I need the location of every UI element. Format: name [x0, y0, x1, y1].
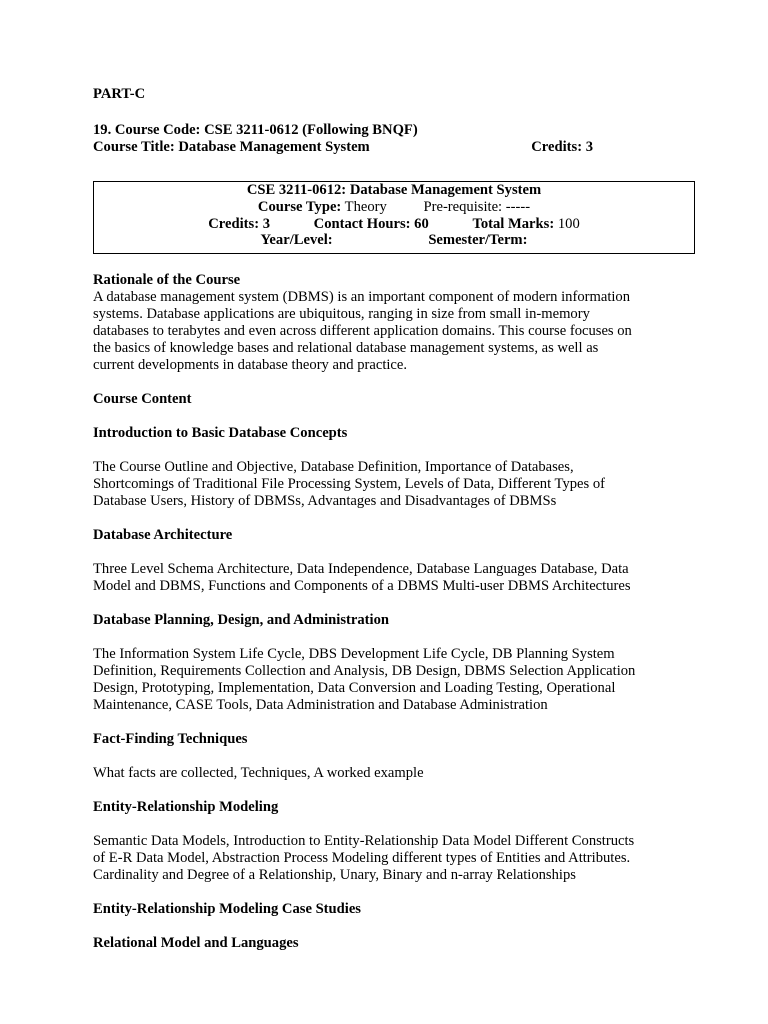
rationale-line: the basics of knowledge bases and relational database management systems, as well as: [93, 340, 599, 357]
section-architecture: [93, 527, 703, 595]
section-heading: Introduction to Basic Database Concepts: [93, 425, 348, 442]
section-heading: Entity-Relationship Modeling: [93, 799, 279, 816]
section-line: The Course Outline and Objective, Database Definition, Importance of Databases,: [93, 459, 574, 476]
course-type-label: Course Type:: [257, 198, 342, 215]
section-heading-er-case-studies: Entity-Relationship Modeling Case Studies: [93, 901, 361, 918]
section-line: of E-R Data Model, Abstraction Process Modeling different types of Entities and Attributes.: [93, 850, 631, 867]
course-info-box: [93, 181, 695, 254]
section-line: Design, Prototyping, Implementation, Data Conversion and Loading Testing, Operational: [93, 680, 616, 697]
contact-hours-label: Contact Hours: 60: [313, 215, 429, 232]
section-planning: [93, 612, 703, 714]
section-er-modeling: [93, 799, 703, 884]
total-marks-value: 100: [557, 215, 580, 232]
box-credits-label: Credits: 3: [208, 215, 270, 232]
info-box-type-row: [94, 199, 694, 216]
course-type-value: Theory: [344, 198, 387, 215]
section-heading: Fact-Finding Techniques: [93, 731, 248, 748]
course-title: Course Title: Database Management System: [93, 139, 370, 155]
info-box-year-row: [94, 232, 694, 249]
section-line: Definition, Requirements Collection and Analysis, DB Design, DBMS Selection Application: [93, 663, 636, 680]
part-label: PART-C: [93, 86, 146, 102]
course-code-line: 19. Course Code: CSE 3211-0612 (Following BNQF): [93, 122, 418, 138]
section-line: Cardinality and Degree of a Relationship, Unary, Binary and n-array Relationships: [93, 867, 576, 884]
course-credits: Credits: 3: [531, 139, 593, 155]
prerequisite-value: -----: [505, 198, 531, 215]
section-line: Three Level Schema Architecture, Data Independence, Database Languages Database, Data: [93, 561, 629, 578]
section-heading: Database Architecture: [93, 527, 233, 544]
section-line: What facts are collected, Techniques, A worked example: [93, 765, 424, 782]
info-box-title: CSE 3211-0612: Database Management System: [246, 182, 542, 198]
course-content-heading: Course Content: [93, 391, 192, 408]
rationale-line: databases to terabytes and even across different application domains. This course focuses on: [93, 323, 632, 340]
section-line: The Information System Life Cycle, DBS Development Life Cycle, DB Planning System: [93, 646, 615, 663]
total-marks-label: Total Marks:: [472, 215, 555, 232]
section-fact-finding: [93, 731, 703, 782]
section-heading: Database Planning, Design, and Administration: [93, 612, 389, 629]
rationale-line: systems. Database applications are ubiquitous, ranging in size from small in-memory: [93, 306, 590, 323]
semester-term-label: Semester/Term:: [428, 232, 528, 249]
rationale-heading: Rationale of the Course: [93, 272, 241, 289]
rationale-line: A database management system (DBMS) is an important component of modern information: [93, 289, 631, 306]
document-page: [93, 86, 703, 952]
section-line: Semantic Data Models, Introduction to Entity-Relationship Data Model Different Constructs: [93, 833, 635, 850]
prerequisite-label: Pre-requisite:: [423, 198, 503, 215]
section-line: Database Users, History of DBMSs, Advantages and Disadvantages of DBMSs: [93, 493, 557, 510]
info-box-credits-row: [94, 216, 694, 233]
section-line: Model and DBMS, Functions and Components of a DBMS Multi-user DBMS Architectures: [93, 578, 631, 595]
section-heading-relational-model: Relational Model and Languages: [93, 935, 299, 952]
rationale-line: current developments in database theory and practice.: [93, 357, 408, 374]
section-line: Shortcomings of Traditional File Processing System, Levels of Data, Different Types of: [93, 476, 605, 493]
course-title-row: [93, 139, 593, 156]
rationale-section: [93, 272, 703, 374]
section-intro: [93, 425, 703, 510]
section-line: Maintenance, CASE Tools, Data Administration and Database Administration: [93, 697, 548, 714]
year-level-label: Year/Level:: [260, 232, 333, 249]
